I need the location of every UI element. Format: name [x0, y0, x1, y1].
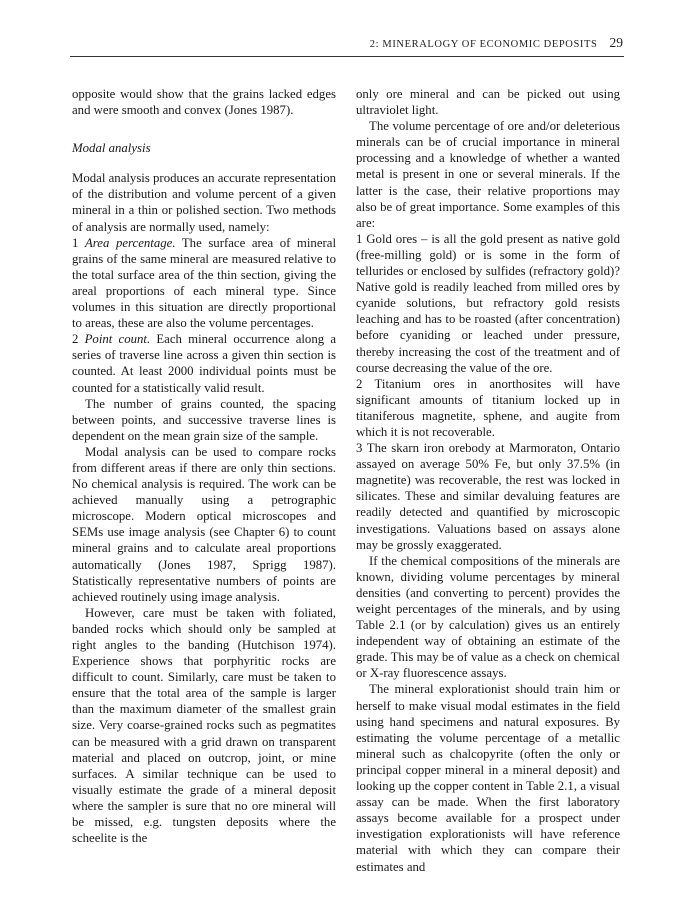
list-item — [72, 331, 336, 395]
paragraph: If the chemical compositions of the minerals are known, dividing volume percentages by mineral densities (and converting to percent) provides the weight percentages of the minerals, and by using Table 2.1 (or by calculation) gives us an entirely independent way of obtaining an estimate of the grade. This may be of value as a check on chemical or X-ray fluorescence assays. — [356, 553, 620, 681]
list-item-text: The skarn iron orebody at Marmoraton, Ontario assayed on average 50% Fe, but only 37.5% (in magnetite) was recoverable, the rest was locked in silicates. These and similar devaluing features are readily detected and quantified by microscopic investigations. Valuations based on assays alone may be grossly exaggerated. — [356, 441, 620, 552]
right-column — [356, 86, 620, 875]
list-item-text: Gold ores – is all the gold present as native gold (free-milling gold) or is some in the form of tellurides or enclosed by sulfides (refractory gold)? Native gold is readily leached from milled ores by cyanide solutions, but refractory gold resists leaching and has to be roasted (after concentration) before cyaniding or leached under pressure, thereby increasing the cost of the treatment and of course decreasing the value of the ore. — [356, 231, 620, 375]
paragraph: The mineral explorationist should train him or herself to make visual modal estimates in the field using hand specimens and natural exposures. By estimating the volume percentage of a metallic mineral such as chalcopyrite (often the only or principal copper mineral in a mineral deposit) and looking up the copper content in Table 2.1, a visual assay can be made. When the first laboratory assays become available for a prospect under investigation explorationists will have reference material with which they can compare their estimates and — [356, 682, 620, 874]
paragraph: only ore mineral and can be picked out using ultraviolet light. — [356, 87, 620, 118]
paragraph: Modal analysis can be used to compare rocks from different areas if there are only thin sections. No chemical analysis is required. The work can be achieved manually using a petrographic microscope. Modern optical microscopes and SEMs use image analysis (see Chapter 6) to count mineral grains and to calculate areal proportions automatically (Jones 1987, Sprigg 1987). Statistically representative numbers of points are achieved routinely using image analysis. — [72, 444, 336, 604]
list-number: 2 — [356, 376, 363, 391]
list-item-title: Area percentage. — [84, 235, 176, 250]
list-number: 1 — [356, 231, 363, 246]
list-item — [72, 235, 336, 332]
list-item-text: Each mineral occurrence along a series of traverse line across a given thin section is counted. At least 2000 individual points must be counted for a statistically valid result. — [72, 332, 336, 395]
paragraph: opposite would show that the grains lacked edges and were smooth and convex (Jones 1987). — [72, 87, 336, 118]
list-number: 2 — [72, 332, 79, 347]
paragraph: Modal analysis produces an accurate representation of the distribution and volume percent of a given mineral in a thin or polished section. Two methods of analysis are normally used, namely: — [72, 171, 337, 234]
list-item-text: The surface area of mineral grains of the same mineral are measured relative to the total surface area of the thin section, giving the areal proportions of each mineral type. Since volumes in this situation are directly proportional to areas, these are also the volume percentages. — [72, 235, 336, 331]
section-heading: Modal analysis — [72, 141, 151, 156]
running-title: 2: MINERALOGY OF ECONOMIC DEPOSITS — [369, 39, 598, 50]
paragraph: The volume percentage of ore and/or deleterious minerals can be of crucial importance in mineral processing and a knowledge of whether a wanted metal is present in one or several minerals. If the latter is the case, their relative proportions may also be of great importance. Some examples of this are: — [356, 119, 620, 230]
list-number: 1 — [72, 235, 79, 250]
left-column — [72, 86, 336, 846]
list-number: 3 — [356, 441, 363, 456]
running-header — [370, 35, 623, 51]
header-rule — [70, 56, 624, 57]
paragraph: The number of grains counted, the spacing between points, and successive traverse lines is dependent on the mean grain size of the sample. — [72, 396, 336, 443]
list-item-text: Titanium ores in anorthosites will have significant amounts of titanium locked up in titaniferous magnetite, sphene, and augite from which it is not recoverable. — [356, 376, 620, 439]
list-item-title: Point count. — [84, 332, 151, 347]
paragraph: However, care must be taken with foliated, banded rocks which should only be sampled at right angles to the banding (Hutchison 1974). Experience shows that porphyritic rocks are difficult to count. Similarly, care must be taken to ensure that the total area of the sample is larger than the maximum diameter of the smallest grain size. Very coarse-grained rocks such as pegmatites can be measured with a grid drawn on transparent material and placed on outcrop, joint, or mine surfaces. A similar technique can be used to visually estimate the grade of a mineral deposit where the sampler is sure that no ore mineral will be missed, e.g. tungsten deposits where the scheelite is the — [72, 605, 336, 846]
list-item — [356, 440, 620, 553]
list-item — [356, 231, 620, 376]
list-item — [356, 376, 620, 440]
page-number: 29 — [609, 35, 623, 50]
